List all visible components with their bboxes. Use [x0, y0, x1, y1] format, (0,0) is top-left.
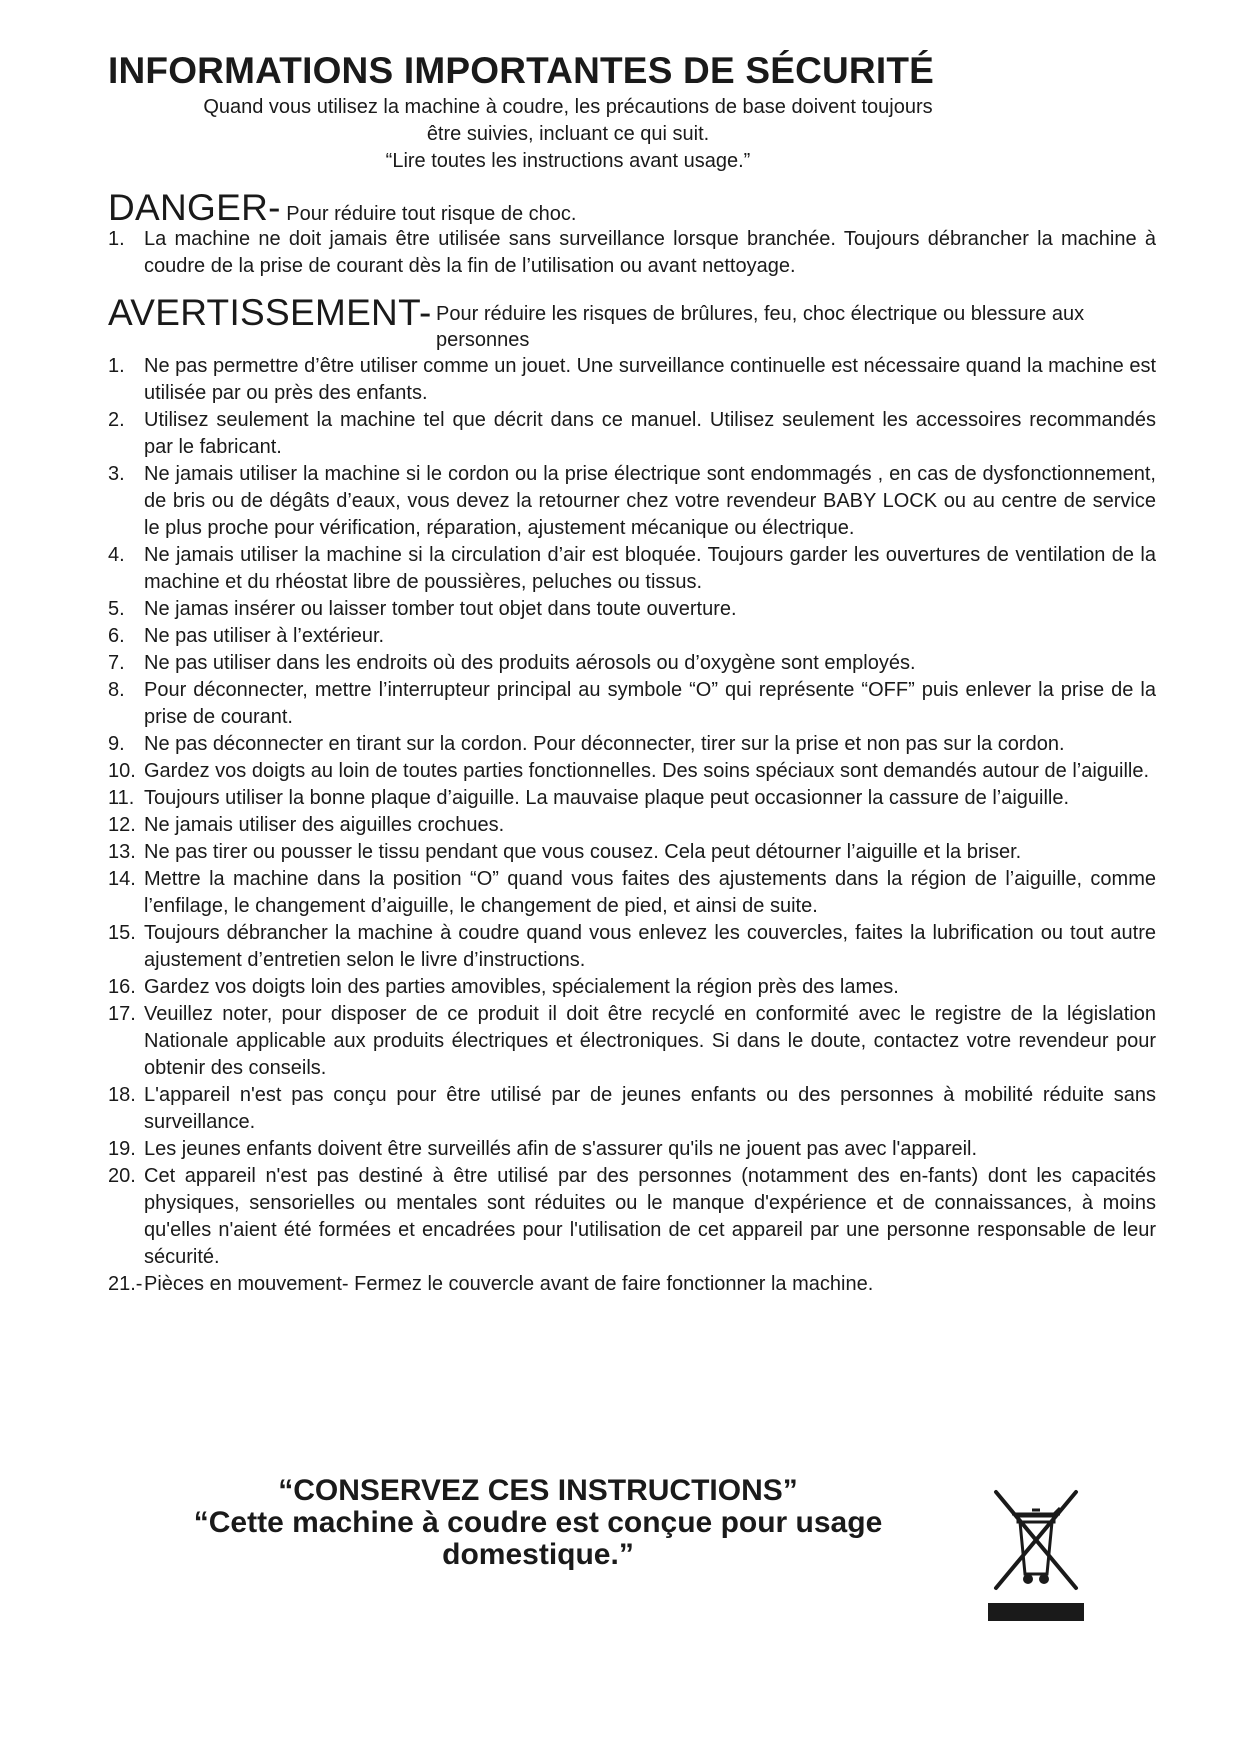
danger-heading [108, 189, 1156, 226]
item-number: 9. [108, 733, 125, 755]
keep-instructions-text: “CONSERVEZ CES INSTRUCTIONS” [278, 1474, 798, 1507]
list-item [108, 1271, 1156, 1298]
item-text: Ne pas permettre d’être utiliser comme un jouet. Une surveillance continuelle est nécessaire quand la machine est utilisée par ou près des enfants. [144, 355, 1156, 404]
item-number: 16. [108, 976, 136, 998]
item-text: Ne pas utiliser dans les endroits où des produits aérosols ou d’oxygène sont employés. [144, 652, 916, 674]
list-item [108, 731, 1156, 758]
item-text: Cet appareil n'est pas destiné à être utilisé par des personnes (notamment des en-fants) dont les capacités physiques, sensorielles ou mentales sont réduites ou le manque d'expérience et de connaissances, à moins qu'elles n'aient été formées et encadrées pour l'utilisation de cet appareil par une personne responsable de leur sécurité. [144, 1165, 1156, 1268]
item-text: Mettre la machine dans la position “O” quand vous faites des ajustements dans la région de l’aiguille, comme l’enfilage, le changement d’aiguille, le changement de pied, et ainsi de suite. [144, 868, 1156, 917]
list-item [108, 785, 1156, 812]
danger-list [108, 226, 1156, 280]
item-text: Utilisez seulement la machine tel que décrit dans ce manuel. Utilisez seulement les accessoires recommandés par le fabricant. [144, 409, 1156, 458]
item-text: Ne jamais utiliser des aiguilles crochues. [144, 814, 505, 836]
item-text: Pièces en mouvement- Fermez le couvercle avant de faire fonctionner la machine. [144, 1273, 874, 1295]
list-item [108, 920, 1156, 974]
item-number: 1. [108, 228, 125, 250]
item-number: 2. [108, 409, 125, 431]
household-use-text: “Cette machine à coudre est conçue pour usage domestique.” [193, 1506, 883, 1571]
item-text: Toujours utiliser la bonne plaque d’aiguille. La mauvaise plaque peut occasionner la cassure de l’aiguille. [144, 787, 1070, 809]
item-text: Veuillez noter, pour disposer de ce produit il doit être recyclé en conformité avec le registre de la législation Nationale applicable aux produits électriques et électroniques. Si dans le doute, contactez votre revendeur pour obtenir des conseils. [144, 1003, 1156, 1079]
list-item [108, 461, 1156, 542]
item-number: 8. [108, 679, 125, 701]
list-item [108, 226, 1156, 280]
item-number: 11. [108, 787, 135, 809]
document-page [108, 48, 1156, 1298]
item-text: Ne jamas insérer ou laisser tomber tout objet dans toute ouverture. [144, 598, 737, 620]
item-number: 21.- [108, 1273, 143, 1295]
item-text: Les jeunes enfants doivent être surveillés afin de s'assurer qu'ils ne jouent pas avec l'appareil. [144, 1138, 978, 1160]
item-number: 15. [108, 922, 136, 944]
intro-line: être suivies, incluant ce qui suit. [426, 123, 710, 145]
warning-heading [108, 294, 1156, 353]
list-item [108, 650, 1156, 677]
item-number: 18. [108, 1084, 136, 1106]
item-text: Ne jamais utiliser la machine si le cordon ou la prise électrique sont endommagés , en cas de dysfonctionnement, de bris ou de dégâts d’eaux, vous devez la retourner chez votre revendeur BABY LOCK ou au centre de service le plus proche pour vérification, réparation, ajustement mécanique ou électrique. [144, 463, 1156, 539]
list-item [108, 353, 1156, 407]
warning-subtitle: Pour réduire les risques de brûlures, feu, choc électrique ou blessure aux personnes [436, 303, 1085, 351]
list-item [108, 974, 1156, 1001]
crossed-out-wheelie-bin-icon [988, 1488, 1084, 1623]
item-text: Gardez vos doigts loin des parties amovibles, spécialement la région près des lames. [144, 976, 899, 998]
item-text: Ne pas déconnecter en tirant sur la cordon. Pour déconnecter, tirer sur la prise et non pas sur la cordon. [144, 733, 1065, 755]
list-item [108, 839, 1156, 866]
item-text: L'appareil n'est pas conçu pour être utilisé par de jeunes enfants ou des personnes à mobilité réduite sans surveillance. [144, 1084, 1156, 1133]
list-item [108, 1136, 1156, 1163]
list-item [108, 866, 1156, 920]
item-number: 10. [108, 760, 136, 782]
item-number: 6. [108, 625, 125, 647]
danger-subtitle: Pour réduire tout risque de choc. [280, 203, 577, 225]
item-number: 12. [108, 814, 136, 836]
item-number: 20. [108, 1165, 136, 1187]
danger-title: DANGER- [108, 187, 281, 228]
footer-notice [128, 1475, 948, 1571]
list-item [108, 542, 1156, 596]
item-number: 4. [108, 544, 125, 566]
list-item [108, 623, 1156, 650]
item-text: Ne pas tirer ou pousser le tissu pendant que vous cousez. Cela peut détourner l’aiguille et la briser. [144, 841, 1022, 863]
item-number: 19. [108, 1138, 136, 1160]
list-item [108, 758, 1156, 785]
list-item [108, 812, 1156, 839]
intro-paragraph [128, 94, 1008, 175]
item-number: 17. [108, 1003, 136, 1025]
item-text: La machine ne doit jamais être utilisée sans surveillance lorsque branchée. Toujours débrancher la machine à coudre de la prise de courant dès la fin de l’utilisation ou avant nettoyage. [144, 228, 1156, 277]
list-item [108, 407, 1156, 461]
intro-line: “Lire toutes les instructions avant usage.” [385, 150, 751, 172]
warning-title: AVERTISSEMENT- [108, 292, 432, 333]
item-text: Ne pas utiliser à l’extérieur. [144, 625, 385, 647]
item-number: 7. [108, 652, 125, 674]
list-item [108, 1001, 1156, 1082]
item-text: Ne jamais utiliser la machine si la circulation d’air est bloquée. Toujours garder les ouvertures de ventilation de la machine et du rhéostat libre de poussières, peluches ou tissus. [144, 544, 1156, 593]
item-text: Toujours débrancher la machine à coudre quand vous enlevez les couvercles, faites la lubrification ou tout autre ajustement d’entretien selon le livre d’instructions. [144, 922, 1156, 971]
list-item [108, 1082, 1156, 1136]
intro-line: Quand vous utilisez la machine à coudre, les précautions de base doivent toujours [203, 96, 933, 118]
warning-list [108, 353, 1156, 1298]
item-text: Gardez vos doigts au loin de toutes parties fonctionnelles. Des soins spéciaux sont demandés autour de l’aiguille. [144, 760, 1150, 782]
list-item [108, 596, 1156, 623]
list-item [108, 677, 1156, 731]
item-number: 3. [108, 463, 125, 485]
item-text: Pour déconnecter, mettre l’interrupteur principal au symbole “O” qui représente “OFF” puis enlever la prise de la prise de courant. [144, 679, 1156, 728]
page-title: INFORMATIONS IMPORTANTES DE SÉCURITÉ [108, 50, 935, 91]
item-number: 13. [108, 841, 136, 863]
item-number: 1. [108, 355, 125, 377]
list-item [108, 1163, 1156, 1271]
item-number: 14. [108, 868, 136, 890]
item-number: 5. [108, 598, 125, 620]
